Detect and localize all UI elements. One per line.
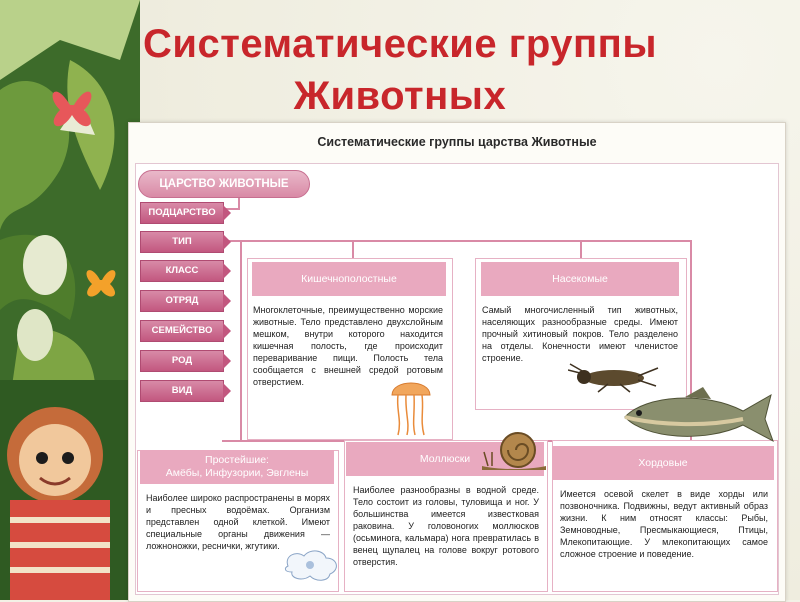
protozoa-text: Наиболее широко распространены в морях и пресных водоёмах. Организм представлен одной клеткой. Имеют специальные органы движения — ложноножки, реснички, жгутики. [146,493,330,551]
chordates-text: Имеется осевой скелет в виде хорды или позвоночника. Подвижны, ведут активный образ жизни. К ним относят классы: Рыбы, Земноводные, Пресмыкающиеся, Птицы, Млекопитающие. У млекопитающих самое сложное строение и поведение. [560,489,768,559]
rank-order: ОТРЯД [140,290,224,312]
panel-title: Систематические группы царства Животные [317,135,597,149]
connector-line [222,240,692,242]
connector-line [240,242,242,442]
chordates-header: Хордовые [552,446,774,480]
slide-title [130,18,670,122]
rank-genus: РОД [140,350,224,372]
protozoa-header [140,450,334,484]
side-illustration [0,0,140,600]
rank-phylum: ТИП [140,231,224,253]
kingdom-label: ЦАРСТВО ЖИВОТНЫЕ [138,170,310,198]
jellyfish-icon [388,375,434,437]
rank-class: КЛАСС [140,260,224,282]
connector-line [580,240,582,260]
rank-subkingdom: ПОДЦАРСТВО [140,202,224,224]
slide-title-line1: Систематические группы [143,22,657,66]
protozoa-title-line1: Простейшие: [205,454,269,466]
insects-header: Насекомые [481,262,679,296]
cnidaria-text: Многоклеточные, преимущественно морские животные. Тело представлено двухслойным мешком, внутри которого находится кишечная полость, где происходит переваривание пищи. Полость тела сообщается с внешней средой ротовым отверстием. [253,305,443,387]
slide-title-line2: Животных [293,74,507,118]
amoeba-icon [282,548,342,584]
protozoa-title-line2: Амёбы, Инфузории, Эвглены [165,467,309,479]
fish-icon [615,385,775,447]
rank-species: ВИД [140,380,224,402]
connector-line [352,240,354,260]
mollusks-text: Наиболее разнообразны в водной среде. Тело состоит из головы, туловища и ног. У большинства имеется известковая раковина. У головоногих моллюсков (осьминога, кальмара) нога превратилась в венец щупалец на голове вокруг ротового отверстия. [353,485,539,567]
jungle-illustration [0,0,140,600]
mollusks-header: Моллюски [346,442,544,476]
connector-line [238,196,240,210]
cnidaria-header: Кишечнополостные [252,262,446,296]
insects-text: Самый многочисленный тип животных, населяющих разнообразные среды. Имеют прочный хитиновый покров. Тело разделено на отделы. Конечности имеют членистое строение. [482,305,678,363]
rank-family: СЕМЕЙСТВО [140,320,224,342]
snail-icon [478,430,550,472]
